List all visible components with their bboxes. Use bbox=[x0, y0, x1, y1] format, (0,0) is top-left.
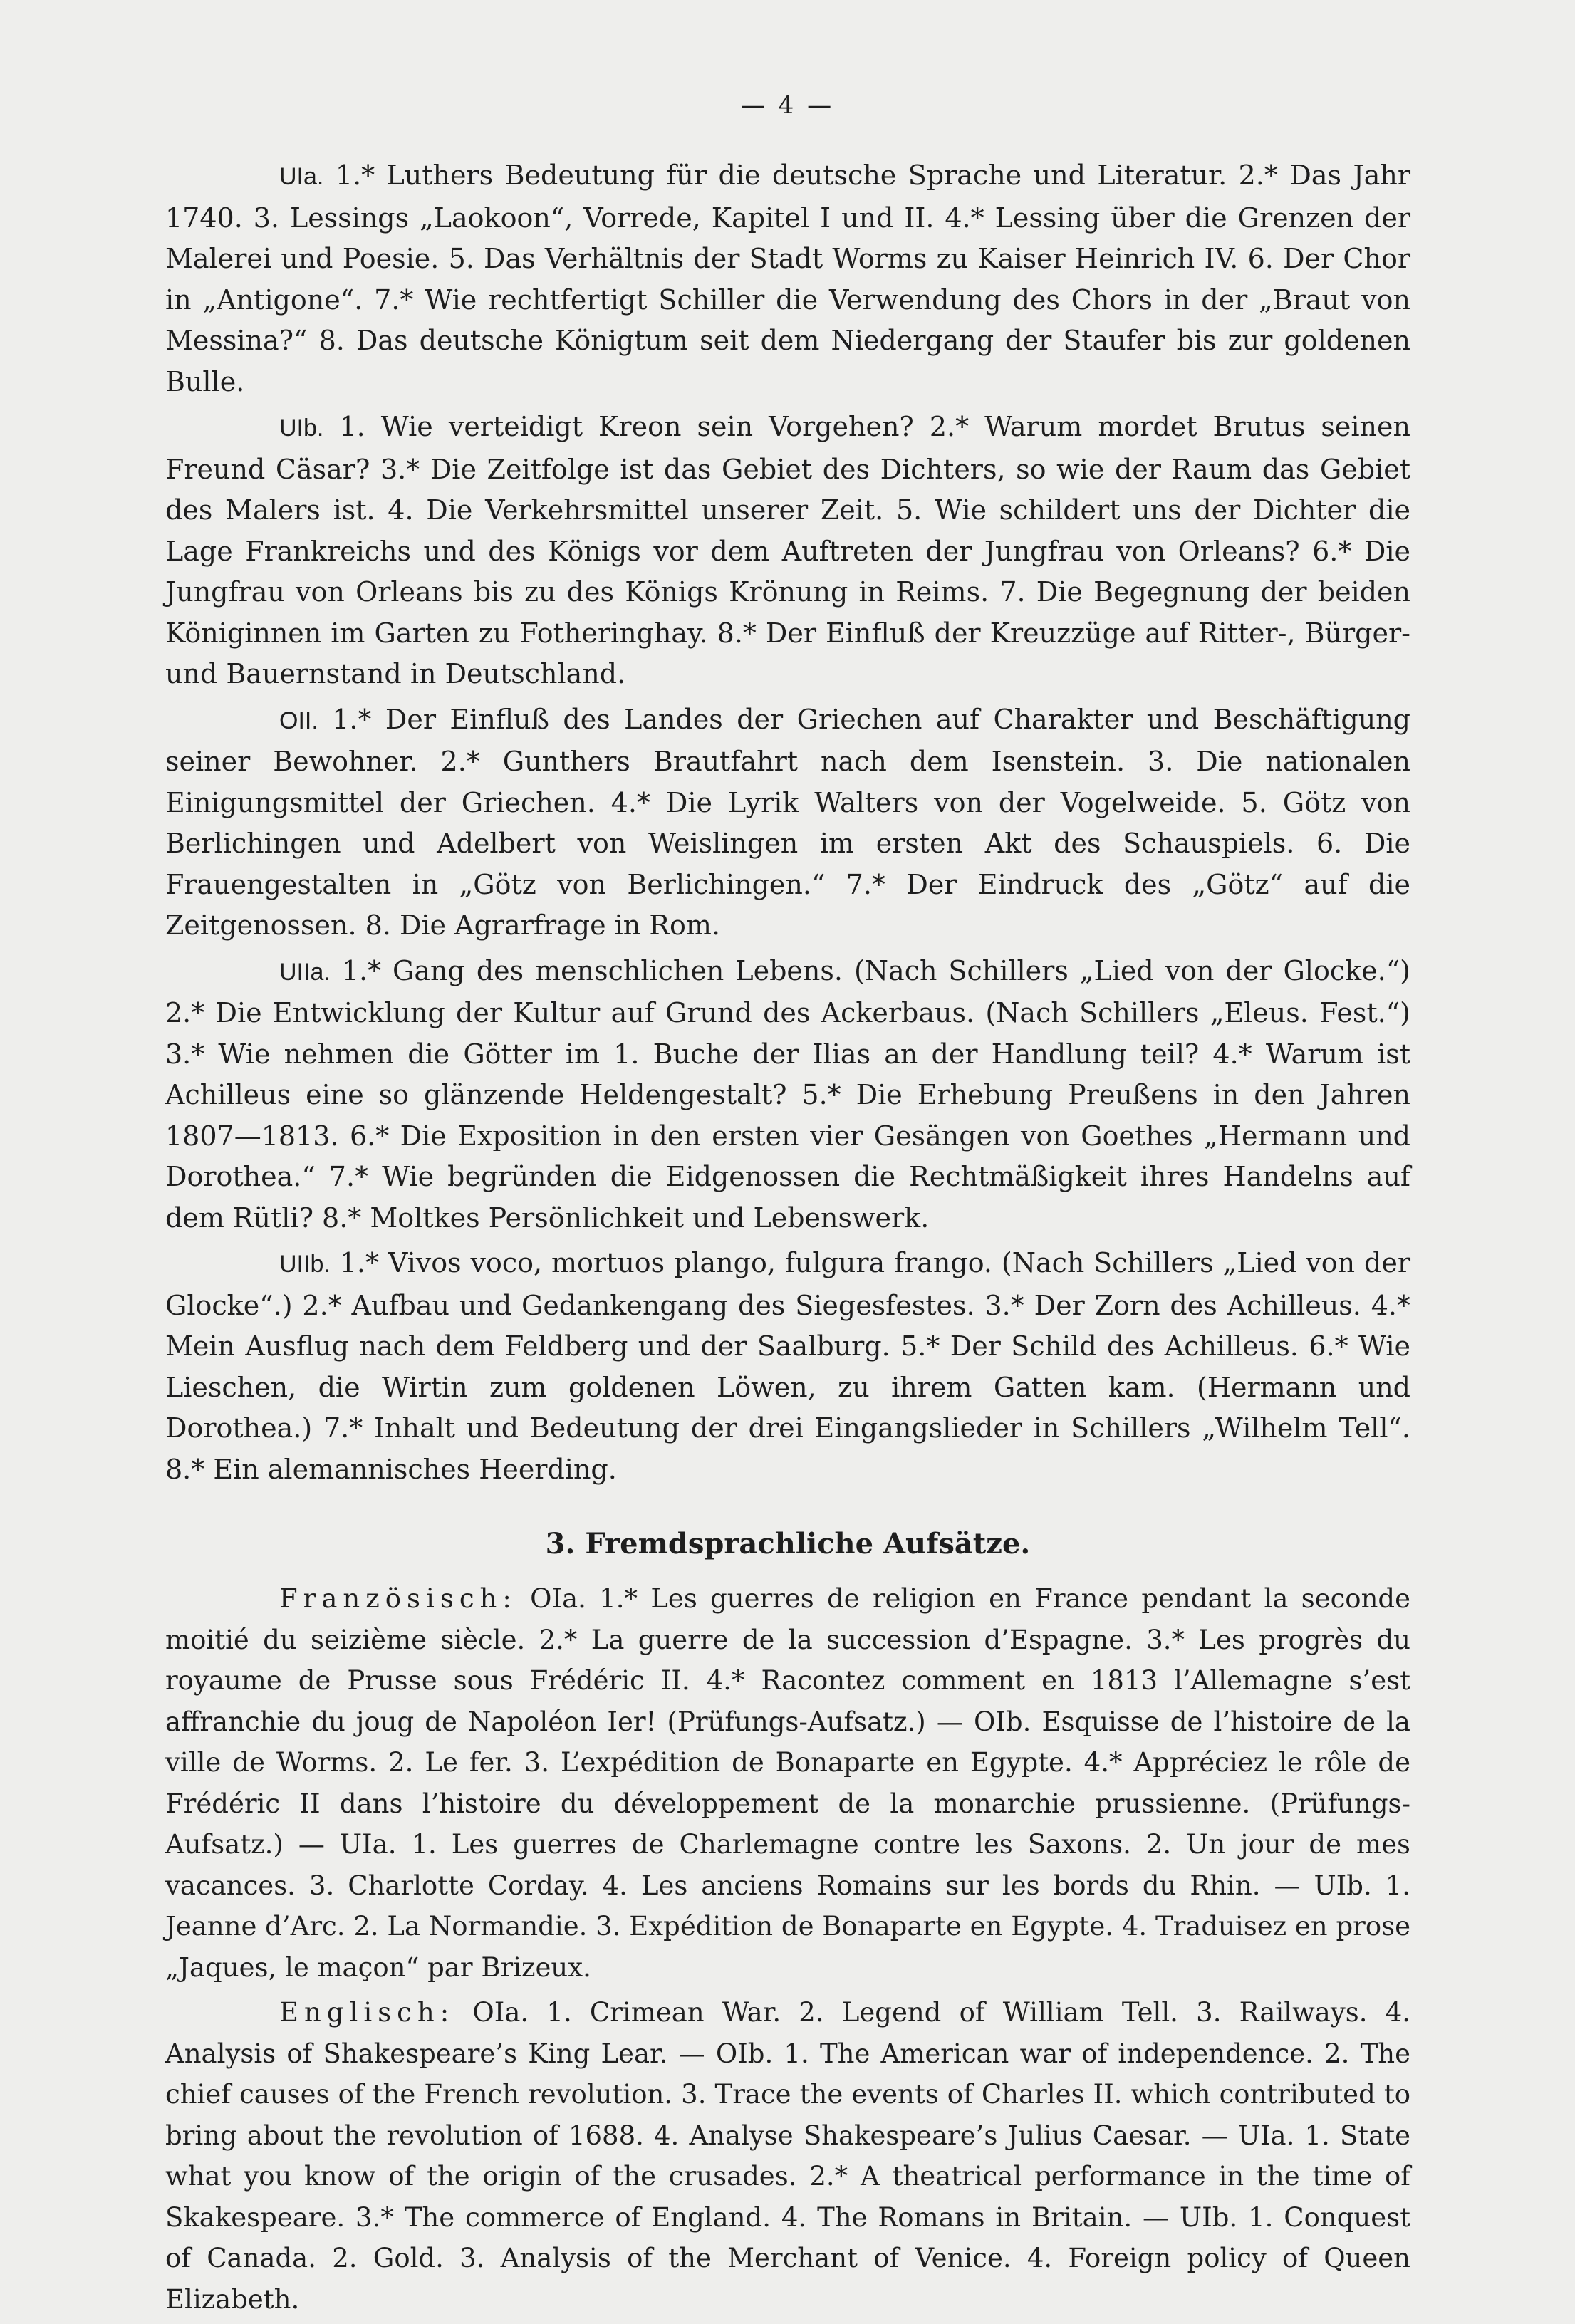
essay-topics: 1.* Der Einfluß des Landes der Griechen auf Charakter und Beschäftigung seiner Bewohner. 2.* Gunthers Brautfahrt nach dem Isenstein. 3. Die nationalen Einigungsmittel der Griechen. 4.* Die Lyrik Walters von der Vogelweide. 5. Götz von Berlichingen und Adelbert von Weislingen im ersten Akt des Schauspiels. 6. Die Frauengestalten in „Götz von Berlichingen.“ 7.* Der Eindruck des „Götz“ auf die Zeitgenossen. 8. Die Agrarfrage in Rom. bbox=[165, 703, 1410, 941]
language-label: Englisch: bbox=[279, 1997, 455, 2028]
class-label: UIIa. bbox=[279, 958, 331, 986]
essay-topics: 1.* Gang des menschlichen Lebens. (Nach Schillers „Lied von der Glocke.“) 2.* Die Entwicklung der Kultur auf Grund des Ackerbaus. (Nach Schillers „Eleus. Fest.“) 3.* Wie nehmen die Götter im 1. Buche der Ilias an der Handlung teil? 4.* Warum ist Achilleus eine so glänzende Heldengestalt? 5.* Die Erhebung Preußens in den Jahren 1807—1813. 6.* Die Exposition in den ersten vier Gesängen von Goethes „Hermann und Dorothea.“ 7.* Wie begründen die Eidgenossen die Rechtmäßigkeit ihres Handelns auf dem Rütli? 8.* Moltkes Persönlichkeit und Lebenswerk. bbox=[165, 954, 1410, 1234]
essay-topics: 1.* Vivos voco, mortuos plango, fulgura frango. (Nach Schillers „Lied von der Glocke“.) 2.* Aufbau und Gedankengang des Siegesfestes. 3.* Der Zorn des Achilleus. 4.* Mein Ausflug nach dem Feldberg und der Saalburg. 5.* Der Schild des Achilleus. 6.* Wie Lieschen, die Wirtin zum goldenen Löwen, zu ihrem Gatten kam. (Hermann und Dorothea.) 7.* Inhalt und Bedeutung der drei Eingangslieder in Schillers „Wilhelm Tell“. 8.* Ein alemannisches Heerding. bbox=[165, 1247, 1410, 1485]
essay-list-uia bbox=[165, 155, 1410, 402]
essay-list-uiib bbox=[165, 1243, 1410, 1490]
essay-topics: 1. Wie verteidigt Kreon sein Vorgehen? 2.* Warum mordet Brutus seinen Freund Cäsar? 3.* Die Zeitfolge ist das Gebiet des Dichters, so wie der Raum das Gebiet des Malers ist. 4. Die Verkehrsmittel unserer Zeit. 5. Wie schildert uns der Dichter die Lage Frankreichs und des Königs vor dem Auftreten der Jungfrau von Orleans? 6.* Die Jungfrau von Orleans bis zu des Königs Krönung in Reims. 7. Die Begegnung der beiden Königinnen im Garten zu Fotheringhay. 8.* Der Einfluß der Kreuzzüge auf Ritter-, Bürger- und Bauernstand in Deutschland. bbox=[165, 411, 1410, 689]
essay-topics: OIa. 1.* Les guerres de religion en France pendant la seconde moitié du seizième siècle. 2.* La guerre de la succession d’Espagne. 3.* Les progrès du royaume de Prusse sous Frédéric II. 4.* Racontez comment en 1813 l’Allemagne s’est affranchie du joug de Napoléon Ier! (Prüfungs-Aufsatz.) — OIb. Esquisse de l’histoire de la ville de Worms. 2. Le fer. 3. L’expédition de Bonaparte en Egypte. 4.* Appréciez le rôle de Frédéric II dans l’histoire du développement de la monarchie prussienne. (Prüfungs-Aufsatz.) — UIa. 1. Les guerres de Charlemagne contre les Saxons. 2. Un jour de mes vacances. 3. Charlotte Corday. 4. Les anciens Romains sur les bords du Rhin. — UIb. 1. Jeanne d’Arc. 2. La Normandie. 3. Expédition de Bonaparte en Egypte. 4. Traduisez en prose „Jaques, le maçon“ par Brizeux. bbox=[165, 1583, 1410, 1983]
page-content bbox=[165, 155, 1410, 2324]
french-essays bbox=[165, 1578, 1410, 1988]
class-label: OII. bbox=[279, 707, 318, 734]
essay-list-uib bbox=[165, 407, 1410, 695]
class-label: UIb. bbox=[279, 415, 324, 442]
essay-list-oii bbox=[165, 699, 1410, 947]
language-label: Französisch: bbox=[279, 1583, 517, 1614]
section-heading: 3. Fremdsprachliche Aufsätze. bbox=[545, 1527, 1031, 1560]
essay-list-uiia bbox=[165, 951, 1410, 1239]
essay-topics: OIa. 1. Crimean War. 2. Legend of William Tell. 3. Railways. 4. Analysis of Shakespeare’s King Lear. — OIb. 1. The American war of independence. 2. The chief causes of the French revolution. 3. Trace the events of Charles II. which contributed to bring about the revolution of 1688. 4. Analyse Shakespeare’s Julius Caesar. — UIa. 1. State what you know of the origin of the crusades. 2.* A theatrical performance in the time of Skakespeare. 3.* The commerce of England. 4. The Romans in Britain. — UIb. 1. Conquest of Canada. 2. Gold. 3. Analysis of the Merchant of Venice. 4. Foreign policy of Queen Elizabeth. bbox=[165, 1997, 1410, 2315]
english-essays bbox=[165, 1992, 1410, 2320]
class-label: UIIb. bbox=[279, 1251, 331, 1278]
essay-topics: 1.* Luthers Bedeutung für die deutsche Sprache und Literatur. 2.* Das Jahr 1740. 3. Lessings „Laokoon“, Vorrede, Kapitel I und II. 4.* Lessing über die Grenzen der Malerei und Poesie. 5. Das Verhältnis der Stadt Worms zu Kaiser Heinrich IV. 6. Der Chor in „Antigone“. 7.* Wie rechtfertigt Schiller die Verwendung des Chors in der „Braut von Messina?“ 8. Das deutsche Königtum seit dem Niedergang der Staufer bis zur goldenen Bulle. bbox=[165, 160, 1410, 397]
class-label: UIa. bbox=[279, 163, 324, 190]
page-number: — 4 — bbox=[740, 91, 835, 120]
